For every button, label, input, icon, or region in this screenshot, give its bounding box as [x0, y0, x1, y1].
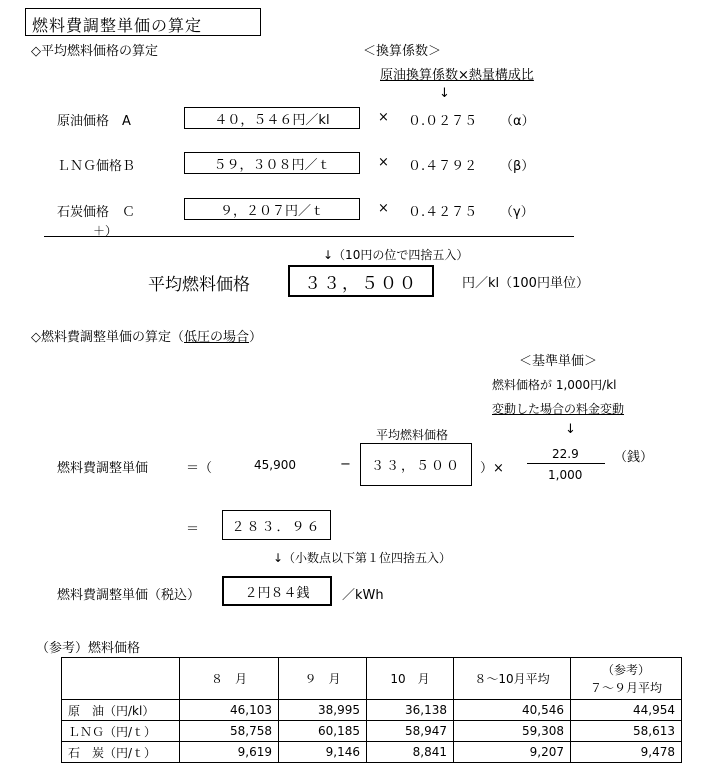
- row-label-lng: ＬＮＧ価格Ｂ: [57, 159, 136, 174]
- table-header-cell: 10 月: [367, 658, 454, 700]
- fraction-numerator: 22.9: [552, 447, 579, 461]
- base-unit-arrow: ↓: [565, 422, 576, 437]
- table-header-cell: [62, 658, 180, 700]
- table-cell: 59,308: [454, 721, 571, 742]
- tax-value-box: [222, 576, 332, 606]
- tax-label: 燃料費調整単価（税込）: [57, 588, 201, 603]
- result-box: [222, 510, 331, 540]
- value-coal: ９，２０７円／ｔ: [219, 203, 324, 219]
- value-box-coal: [184, 198, 360, 220]
- coef-coal: ０.４２７５: [408, 205, 478, 220]
- value-crude: ４０，５４６円／kl: [214, 112, 330, 128]
- section2-heading: ◇燃料費調整単価の算定（低圧の場合）: [31, 330, 263, 345]
- value-lng: ５９，３０８円／ｔ: [213, 157, 331, 173]
- table-cell: 38,995: [279, 700, 367, 721]
- avg-price-value-2: ３３，５００: [370, 459, 461, 474]
- table-cell: 46,103: [180, 700, 279, 721]
- avg-price-box: [288, 265, 434, 297]
- fraction-bar: [527, 463, 605, 464]
- times-sign: ×: [378, 201, 389, 216]
- table-cell: 36,138: [367, 700, 454, 721]
- base-unit-line1: 燃料価格が 1,000円/kl: [492, 378, 617, 392]
- row-label-coal: 石炭価格 Ｃ: [57, 205, 136, 220]
- row-label-crude: 原油価格 A: [57, 114, 131, 129]
- conversion-header: ＜換算係数＞: [363, 44, 442, 59]
- down-arrow: ↓: [439, 86, 450, 101]
- table-row-label: ＬＮＧ（円/ｔ）: [62, 721, 180, 742]
- table-row: [62, 721, 682, 742]
- table-cell: 60,185: [279, 721, 367, 742]
- page-title: 燃料費調整単価の算定: [32, 16, 203, 35]
- table-cell: 8,841: [367, 742, 454, 763]
- sym-alpha: （α）: [500, 114, 535, 129]
- coef-crude: ０.０２７５: [408, 114, 478, 129]
- sym-beta: （β）: [500, 159, 535, 174]
- tax-value: ２円８４銭: [244, 585, 310, 601]
- value-box-lng: [184, 152, 360, 174]
- formula-label: 燃料費調整単価: [57, 461, 149, 476]
- table-row: [62, 700, 682, 721]
- table-header-cell: ８ 月: [180, 658, 279, 700]
- table-row-label: 石 炭（円/ｔ）: [62, 742, 180, 763]
- base-price: 45,900: [254, 458, 296, 472]
- avg-price-box-2: [360, 443, 472, 486]
- table-cell: 9,619: [180, 742, 279, 763]
- sum-divider: [44, 236, 574, 237]
- eq-open: ＝（: [186, 461, 213, 476]
- table-cell: 58,758: [180, 721, 279, 742]
- base-unit-line2: 変動した場合の料金変動: [492, 402, 625, 416]
- table-cell: 40,546: [454, 700, 571, 721]
- result-value: ２８３．９６: [231, 519, 322, 535]
- minus-sign: −: [340, 457, 351, 472]
- tax-unit: ／kWh: [342, 588, 384, 603]
- table-cell: 44,954: [571, 700, 682, 721]
- table-row-label: 原 油（円/kl）: [62, 700, 180, 721]
- eq2: ＝: [186, 522, 200, 537]
- table-row: [62, 742, 682, 763]
- round-note-2: ↓（小数点以下第１位四捨五入）: [273, 551, 452, 565]
- reference-caption: （参考）燃料価格: [36, 641, 141, 656]
- table-cell: 58,947: [367, 721, 454, 742]
- base-unit-header: ＜基準単価＞: [519, 354, 598, 369]
- avg-price-unit: 円／kl（100円単位）: [462, 276, 589, 291]
- avg-price-value: ３３，５００: [304, 273, 418, 294]
- page-title-box: [25, 8, 261, 36]
- reference-table: [61, 657, 682, 763]
- section1-heading: ◇平均燃料価格の算定: [31, 44, 158, 59]
- avg-price-caption: 平均燃料価格: [376, 428, 449, 442]
- table-header-cell: （参考） ７〜９月平均: [571, 658, 682, 700]
- fraction-denominator: 1,000: [548, 468, 583, 482]
- close-times: ）×: [480, 461, 504, 476]
- table-header-cell: ９ 月: [279, 658, 367, 700]
- round-note-1: ↓（10円の位で四捨五入）: [323, 248, 469, 262]
- sym-gamma: （γ）: [500, 205, 534, 220]
- value-box-crude: [184, 107, 360, 129]
- avg-price-label: 平均燃料価格: [148, 275, 250, 295]
- table-header-cell: ８〜10月平均: [454, 658, 571, 700]
- coef-lng: ０.４７９２: [408, 159, 478, 174]
- table-cell: 58,613: [571, 721, 682, 742]
- table-header-row: [62, 658, 682, 700]
- times-sign: ×: [378, 155, 389, 170]
- unit-sen: （銭）: [614, 450, 654, 465]
- times-sign: ×: [378, 110, 389, 125]
- table-cell: 9,146: [279, 742, 367, 763]
- plus-mark: ＋）: [93, 224, 118, 238]
- table-cell: 9,207: [454, 742, 571, 763]
- conversion-sub: 原油換算係数×熱量構成比: [380, 68, 534, 83]
- table-cell: 9,478: [571, 742, 682, 763]
